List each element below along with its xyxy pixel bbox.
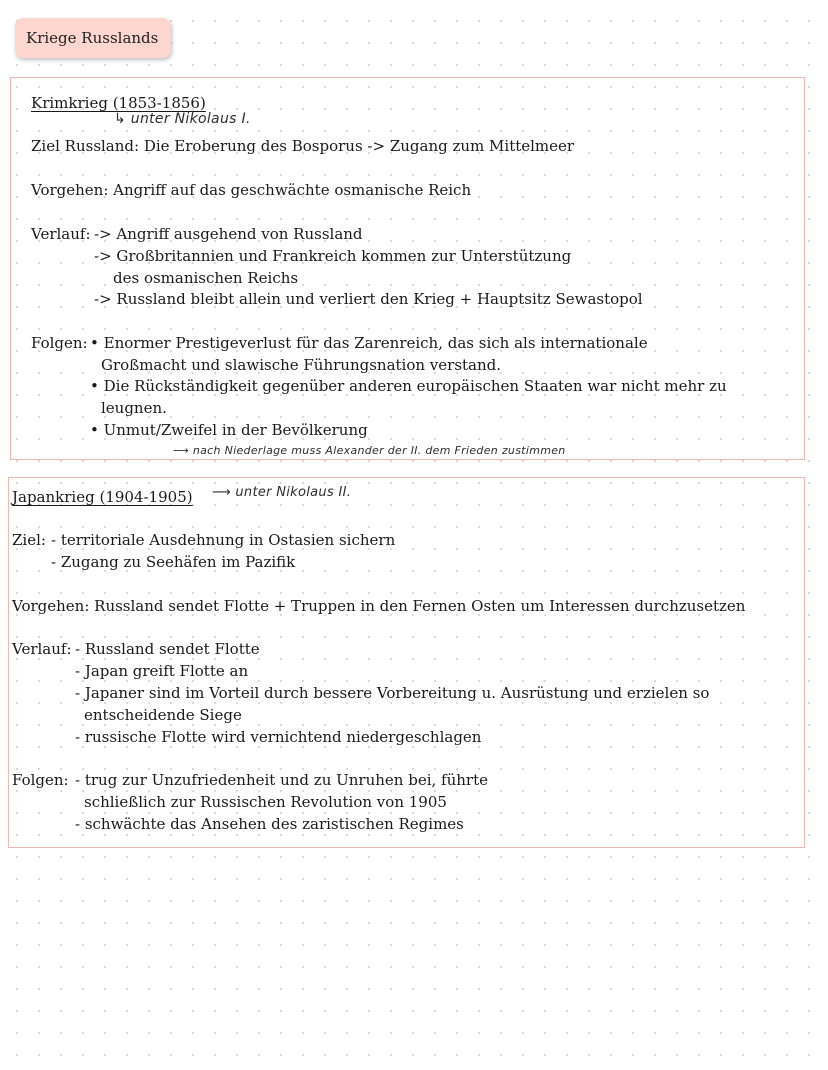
japankrieg-ziel-item: - Zugang zu Seehäfen im Pazifik <box>51 553 296 571</box>
japankrieg-verlauf-item: - Russland sendet Flotte <box>75 640 260 658</box>
krimkrieg-ruler-note: ↳ unter Nikolaus I. <box>114 111 251 127</box>
japankrieg-ziel-label: Ziel: <box>12 531 46 549</box>
japankrieg-verlauf-item: entscheidende Siege <box>84 706 242 724</box>
krimkrieg-ziel: Ziel Russland: Die Eroberung des Bosporus -> Zugang zum Mittelmeer <box>31 137 575 155</box>
krimkrieg-peace-note: ⟶ nach Niederlage muss Alexander der II. dem Frieden zustimmen <box>173 444 566 457</box>
japankrieg-folgen-label: Folgen: <box>12 771 69 789</box>
krimkrieg-verlauf-label: Verlauf: <box>31 225 91 243</box>
japankrieg-verlauf-item: - Japan greift Flotte an <box>75 662 249 680</box>
krimkrieg-heading: Krimkrieg (1853-1856) <box>31 94 206 112</box>
krimkrieg-folgen-item: • Enormer Prestigeverlust für das Zarenreich, das sich als internationale <box>90 334 648 352</box>
japankrieg-folgen-item: - schwächte das Ansehen des zaristischen Regimes <box>75 815 464 833</box>
japankrieg-vorgehen: Vorgehen: Russland sendet Flotte + Truppen in den Fernen Osten um Interessen durchzusetzen <box>12 597 746 615</box>
japankrieg-verlauf-label: Verlauf: <box>12 640 72 658</box>
japankrieg-verlauf-item: - russische Flotte wird vernichtend niedergeschlagen <box>75 728 482 746</box>
krimkrieg-folgen-label: Folgen: <box>31 334 88 352</box>
krimkrieg-verlauf-item: -> Großbritannien und Frankreich kommen zur Unterstützung <box>94 247 572 265</box>
krimkrieg-verlauf-item: -> Russland bleibt allein und verliert den Krieg + Hauptsitz Sewastopol <box>94 290 643 308</box>
page-title: Kriege Russlands <box>15 18 171 58</box>
japankrieg-heading: Japankrieg (1904-1905) <box>12 488 193 506</box>
krimkrieg-verlauf-item: des osmanischen Reichs <box>113 269 299 287</box>
krimkrieg-folgen-item: • Unmut/Zweifel in der Bevölkerung <box>90 421 368 439</box>
japankrieg-ruler-note: ⟶ unter Nikolaus II. <box>212 485 352 500</box>
krimkrieg-vorgehen: Vorgehen: Angriff auf das geschwächte osmanische Reich <box>31 181 472 199</box>
japankrieg-verlauf-item: - Japaner sind im Vorteil durch bessere Vorbereitung u. Ausrüstung und erzielen so <box>75 684 710 702</box>
krimkrieg-folgen-item: Großmacht und slawische Führungsnation verstand. <box>101 356 502 374</box>
japankrieg-folgen-item: - trug zur Unzufriedenheit und zu Unruhen bei, führte <box>75 771 488 789</box>
japankrieg-folgen-item: schließlich zur Russischen Revolution von 1905 <box>84 793 447 811</box>
japankrieg-ziel-item: - territoriale Ausdehnung in Ostasien sichern <box>51 531 396 549</box>
krimkrieg-verlauf-item: -> Angriff ausgehend von Russland <box>94 225 363 243</box>
krimkrieg-folgen-item: • Die Rückständigkeit gegenüber anderen europäischen Staaten war nicht mehr zu <box>90 377 727 395</box>
krimkrieg-folgen-item: leugnen. <box>101 399 167 417</box>
